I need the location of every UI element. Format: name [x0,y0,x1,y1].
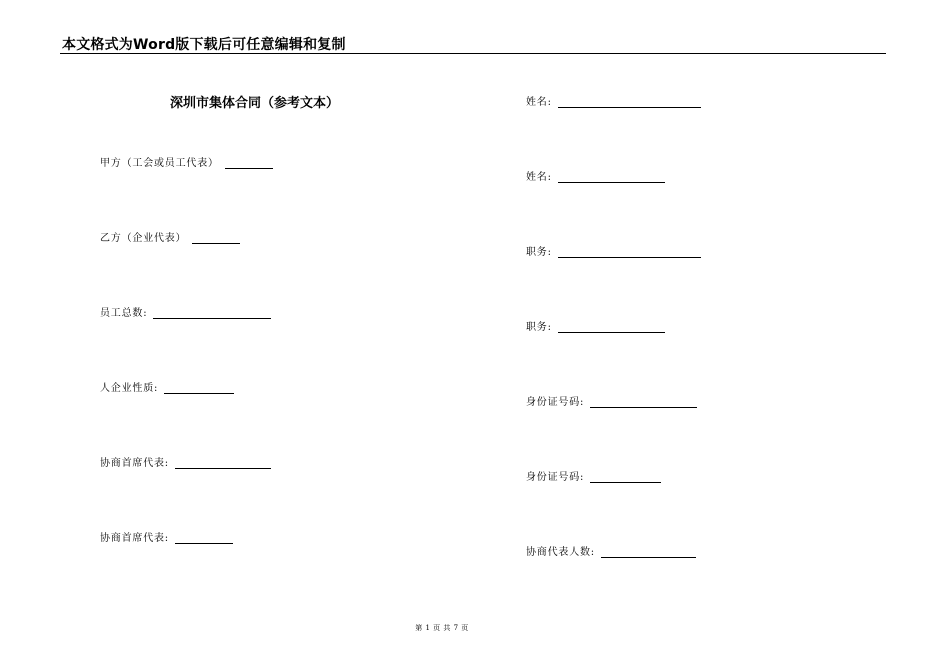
fill-blank [175,458,271,469]
fill-blank [590,472,661,483]
field-employee-count [100,304,271,319]
field-label: 身份证号码: [526,397,585,408]
field-position-1 [526,243,701,258]
field-label: 姓名: [526,172,552,183]
fill-blank [175,533,233,544]
document-header: 本文格式为Word版下载后可任意编辑和复制 [62,37,346,53]
header-rule [60,53,886,54]
field-rep-count [526,543,696,558]
field-label: 员工总数: [100,308,148,319]
fill-blank [601,547,696,558]
field-id-number-1 [526,393,697,408]
fill-blank [590,397,697,408]
document-title: 深圳市集体合同（参考文本） [170,96,340,111]
field-label: 甲方（工会或员工代表） [100,158,219,169]
fill-blank [558,172,665,183]
fill-blank [558,247,701,258]
field-label: 协商首席代表: [100,533,169,544]
fill-blank [153,308,271,319]
field-name-2 [526,168,665,183]
field-party-b [100,229,240,244]
field-party-a [100,154,273,169]
fill-blank [164,383,234,394]
page-number: 第 1 页 共 7 页 [415,624,469,632]
field-name-1 [526,93,701,108]
field-position-2 [526,318,665,333]
field-chief-rep-1 [100,454,271,469]
field-label: 协商代表人数: [526,547,595,558]
fill-blank [192,233,240,244]
field-label: 姓名: [526,97,552,108]
fill-blank [558,97,701,108]
field-label: 协商首席代表: [100,458,169,469]
field-label: 乙方（企业代表） [100,233,187,244]
field-chief-rep-2 [100,529,233,544]
field-id-number-2 [526,468,661,483]
field-enterprise-type [100,379,234,394]
field-label: 身份证号码: [526,472,585,483]
field-label: 职务: [526,247,552,258]
fill-blank [558,322,665,333]
field-label: 职务: [526,322,552,333]
fill-blank [225,158,273,169]
field-label: 人企业性质: [100,383,159,394]
